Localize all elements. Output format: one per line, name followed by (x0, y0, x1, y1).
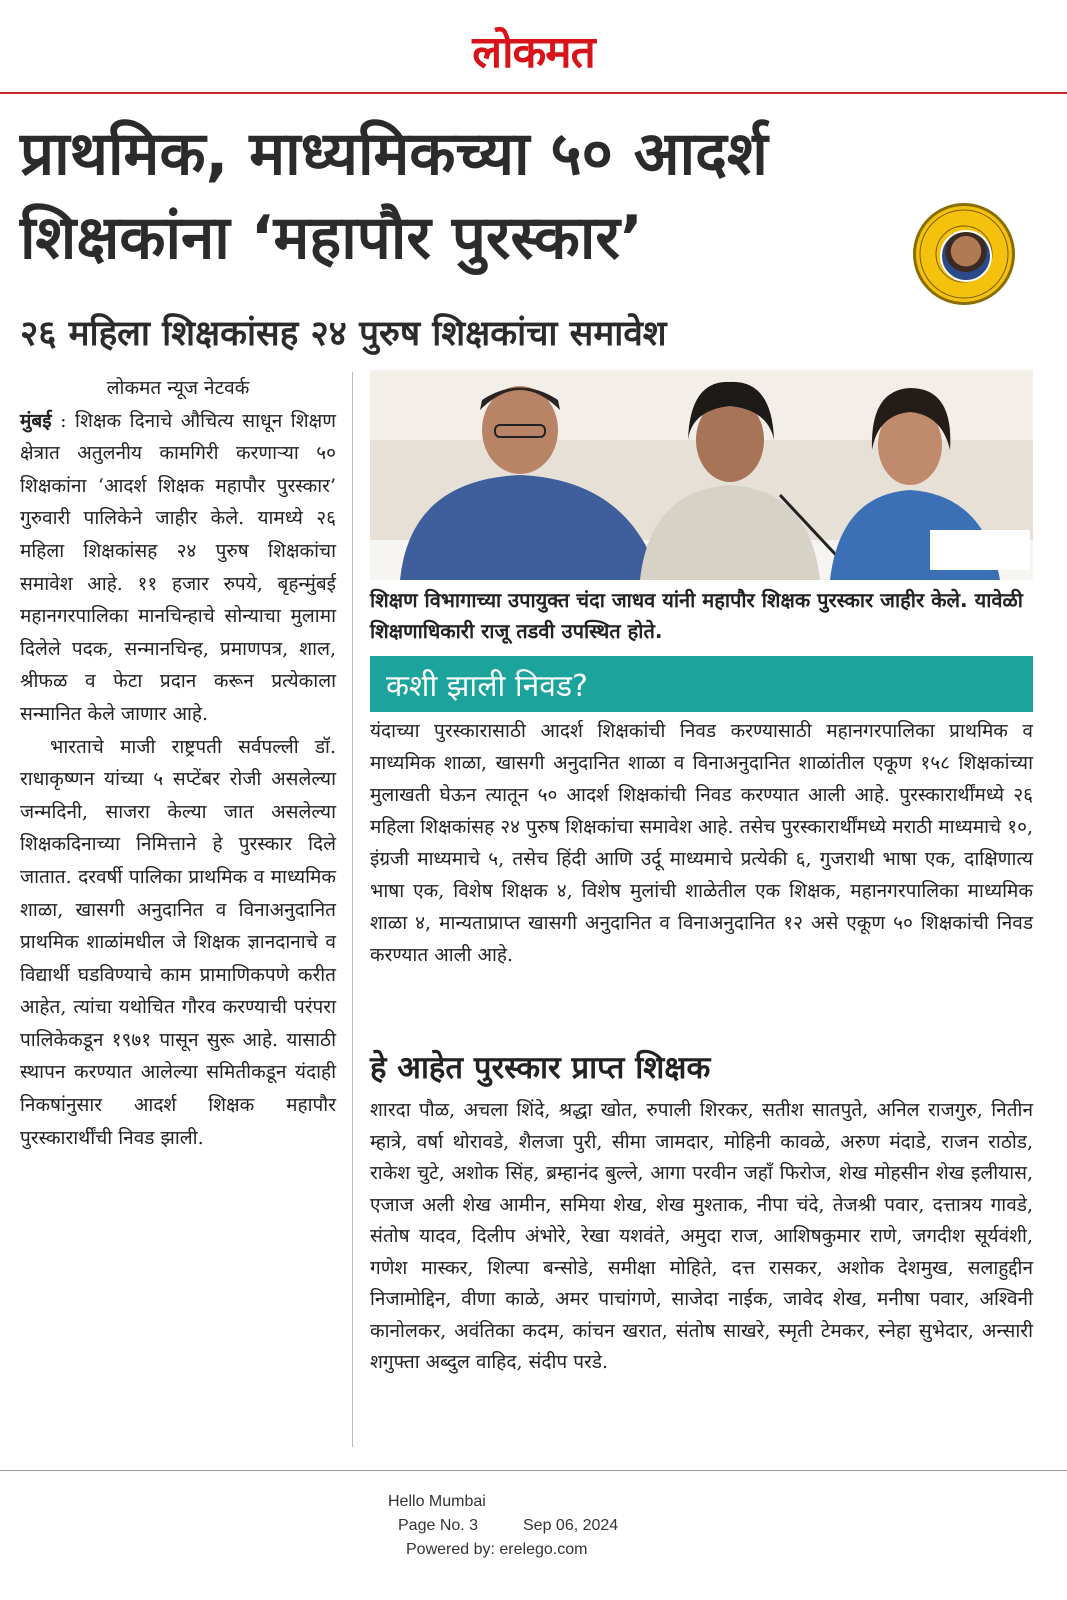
headline: प्राथमिक, माध्यमिकच्या ५० आदर्श शिक्षकांना ‘महापौर पुरस्कार’ (20, 119, 768, 273)
column-divider (352, 372, 353, 1447)
dateline: मुंबई (20, 409, 52, 432)
news-photo (370, 370, 1033, 580)
section-body: यंदाच्या पुरस्कारासाठी आदर्श शिक्षकांची निवड करण्यासाठी महानगरपालिका प्राथमिक व माध्यमिक शाळा, खासगी अनुदानित शाळा व विनाअनुदानित शाळांतील एकूण १५८ शिक्षकांच्या मुलाखती घेऊन त्यातून ५० आदर्श शिक्षकांची निवड करण्यात आली आहे. पुरस्कारार्थींमध्ये २६ महिला शिक्षकांसह २४ पुरुष शिक्षकांचा समावेश आहे. तसेच पुरस्कारार्थींमध्ये मराठी माध्यमाचे १०, इंग्रजी माध्यमाचे ५, तसेच हिंदी आणि उर्दू माध्यमाचे प्रत्येकी ६, गुजराथी भाषा एक, दाक्षिणात्य भाषा एक, विशेष शिक्षक ४, विशेष मुलांची शाळेतील एक शिक्षक, महानगरपालिका माध्यमिक शाळा ४, मान्यताप्राप्त खासगी अनुदानित व विनाअनुदानित १२ असे एकूण ५० शिक्षकांची निवड करण्यात आली आहे. (370, 720, 1033, 966)
body-paragraph: भारताचे माजी राष्ट्रपती सर्वपल्ली डॉ. राधाकृष्णन यांच्या ५ सप्टेंबर रोजी असलेल्या जन्मदिनी, साजरा केल्या जात असलेल्या शिक्षकदिनाच्या निमित्ताने हे पुरस्कार दिले जातात. दरवर्षी पालिका प्राथमिक व माध्यमिक शाळा, खासगी अनुदानित व विनाअनुदानित प्राथमिक शाळांमधील जे शिक्षक ज्ञानदानाचे व विद्यार्थी घडविण्याचे काम प्रामाणिकपणे करीत आहेत, त्यांचा यथोचित गौरव करण्याची परंपरा पालिकेकडून १९७१ पासून सुरू आहे. यासाठी स्थापन करण्यात आलेल्या समितीकडून यंदाही निकषांनुसार आदर्श शिक्षक महापौर पुरस्कारार्थींची निवड झाली. (20, 735, 336, 1149)
awardees-heading: हे आहेत पुरस्कार प्राप्त शिक्षक (370, 1050, 711, 1086)
footer-page: Page No. 3 (398, 1517, 479, 1534)
photo-caption: शिक्षण विभागाच्या उपायुक्त चंदा जाधव यांनी महापौर शिक्षक पुरस्कार जाहीर केले. यावेळी शिक्षणाधिकारी राजू तडवी उपस्थित होते. (370, 588, 1023, 643)
lead-paragraph (20, 405, 336, 731)
top-rule (0, 92, 1067, 94)
footer-powered[interactable]: Powered by: erelego.com (406, 1541, 588, 1558)
footer-edition: Hello Mumbai (388, 1493, 486, 1510)
section-header (370, 656, 1033, 712)
awardees-list: शारदा पौळ, अचला शिंदे, श्रद्धा खोत, रुपाली शिरकर, सतीश सातपुते, अनिल राजगुरु, नितीन म्हात्रे, वर्षा थोरावडे, शैलजा पुरी, सीमा जामदार, मोहिनी कावळे, अरुण मंदाडे, राजन राठोड, राकेश चुटे, अशोक सिंह, ब्रम्हानंद बुल्ले, आगा परवीन जहाँ फिरोज, शेख मोहसीन शेख इलीयास, एजाज अली शेख आमीन, समिया शेख, शेख मुश्ताक, नीपा चंदे, तेजश्री पवार, दत्तात्रय गावडे, संतोष यादव, दिलीप अंभोरे, रेखा यशवंते, अमुदा राज, आशिषकुमार राणे, जगदीश सूर्यवंशी, गणेश मास्कर, शिल्पा बन्सोडे, समीक्षा मोहिते, दत्त रासकर, अशोक देशमुख, सलाहुद्दीन निजामोद्दिन, वीणा काळे, अमर पाचांगणे, साजेदा नाईक, जावेद शेख, मनीषा पवार, अश्विनी कानोलकर, अवंतिका कदम, कांचन खरात, संतोष साखरे, स्मृती टेमकर, स्नेहा सुभेदार, अन्सारी शगुफ्ता अब्दुल वाहिद, संदीप परडे. (370, 1099, 1033, 1373)
footer-date: Sep 06, 2024 (523, 1517, 619, 1534)
lead-text: : शिक्षक दिनाचे औचित्य साधून शिक्षण क्षेत्रात अतुलनीय कामगिरी करणाऱ्या ५० शिक्षकांना ‘आदर्श शिक्षक महापौर पुरस्कार’ गुरुवारी पालिकेने जाहीर केले. यामध्ये २६ महिला शिक्षकांसह २४ पुरुष शिक्षकांचा समावेश आहे. ११ हजार रुपये, बृहन्मुंबई महानगरपालिका मानचिन्हाचे सोन्याचा मुलामा दिलेले पदक, सन्मानचिन्ह, प्रमाणपत्र, शाल, श्रीफळ व फेटा प्रदान करून प्रत्येकाला सन्मानित केले जाणार आहे. (20, 409, 336, 725)
subheadline: २६ महिला शिक्षकांसह २४ पुरुष शिक्षकांचा समावेश (20, 314, 667, 354)
section-title: कशी झाली निवड? (386, 669, 588, 704)
badge-portrait (940, 230, 992, 282)
left-column (20, 372, 336, 1154)
photo-illustration (370, 370, 1033, 580)
profile-badge (913, 203, 1015, 305)
byline: लोकमत न्यूज नेटवर्क (106, 377, 250, 399)
masthead-logo: लोकमत (472, 27, 595, 78)
bottom-rule (0, 1470, 1067, 1471)
